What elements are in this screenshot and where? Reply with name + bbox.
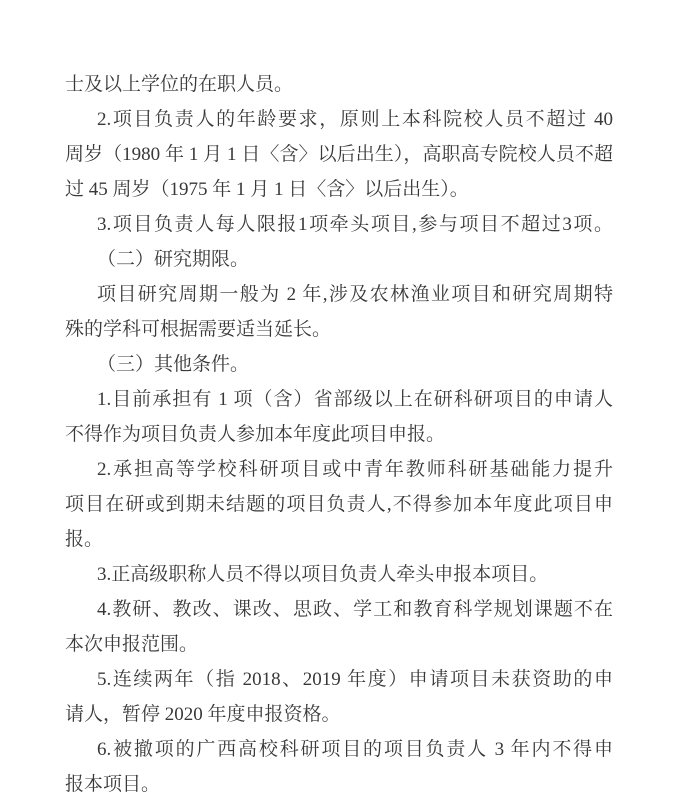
text-line: 过 45 周岁（1975 年 1 月 1 日〈含〉以后出生）。 <box>65 179 469 200</box>
text-line: （三）其他条件。 <box>97 354 250 375</box>
text-line: 报。 <box>65 529 104 550</box>
text-line: 4.教研、教改、课改、思政、学工和教育科学规划课题不在 <box>97 599 613 620</box>
text-line: 6.被撤项的广西高校科研项目的项目负责人 3 年内不得申 <box>97 739 613 760</box>
text-line: 2.项目负责人的年龄要求，原则上本科院校人员不超过 40 <box>97 109 613 130</box>
text-line: 士及以上学位的在职人员。 <box>65 74 294 95</box>
text-line: 2.承担高等学校科研项目或中青年教师科研基础能力提升 <box>97 459 613 480</box>
text-line: 1.目前承担有 1 项（含）省部级以上在研科研项目的申请人 <box>97 389 613 410</box>
text-line: 不得作为项目负责人参加本年度此项目申报。 <box>65 424 446 445</box>
text-line: 请人，暂停 2020 年度申报资格。 <box>65 704 341 725</box>
text-line: 报本项目。 <box>65 774 161 795</box>
text-line: 周岁（1980 年 1 月 1 日〈含〉以后出生），高职高专院校人员不超 <box>65 144 613 165</box>
text-line: 殊的学科可根据需要适当延长。 <box>65 319 332 340</box>
text-line: 项目研究周期一般为 2 年,涉及农林渔业项目和研究周期特 <box>97 284 613 305</box>
text-line: 3.正高级职称人员不得以项目负责人牵头申报本项目。 <box>97 564 549 585</box>
text-line: （二）研究期限。 <box>97 249 250 270</box>
document-text <box>65 67 613 802</box>
text-line: 5.连续两年（指 2018、2019 年度）申请项目未获资助的申 <box>97 669 613 690</box>
text-line: 本次申报范围。 <box>65 634 199 655</box>
text-line: 项目在研或到期未结题的项目负责人,不得参加本年度此项目申 <box>65 494 613 515</box>
text-line: 3.项目负责人每人限报1项牵头项目,参与项目不超过3项。 <box>97 214 613 235</box>
